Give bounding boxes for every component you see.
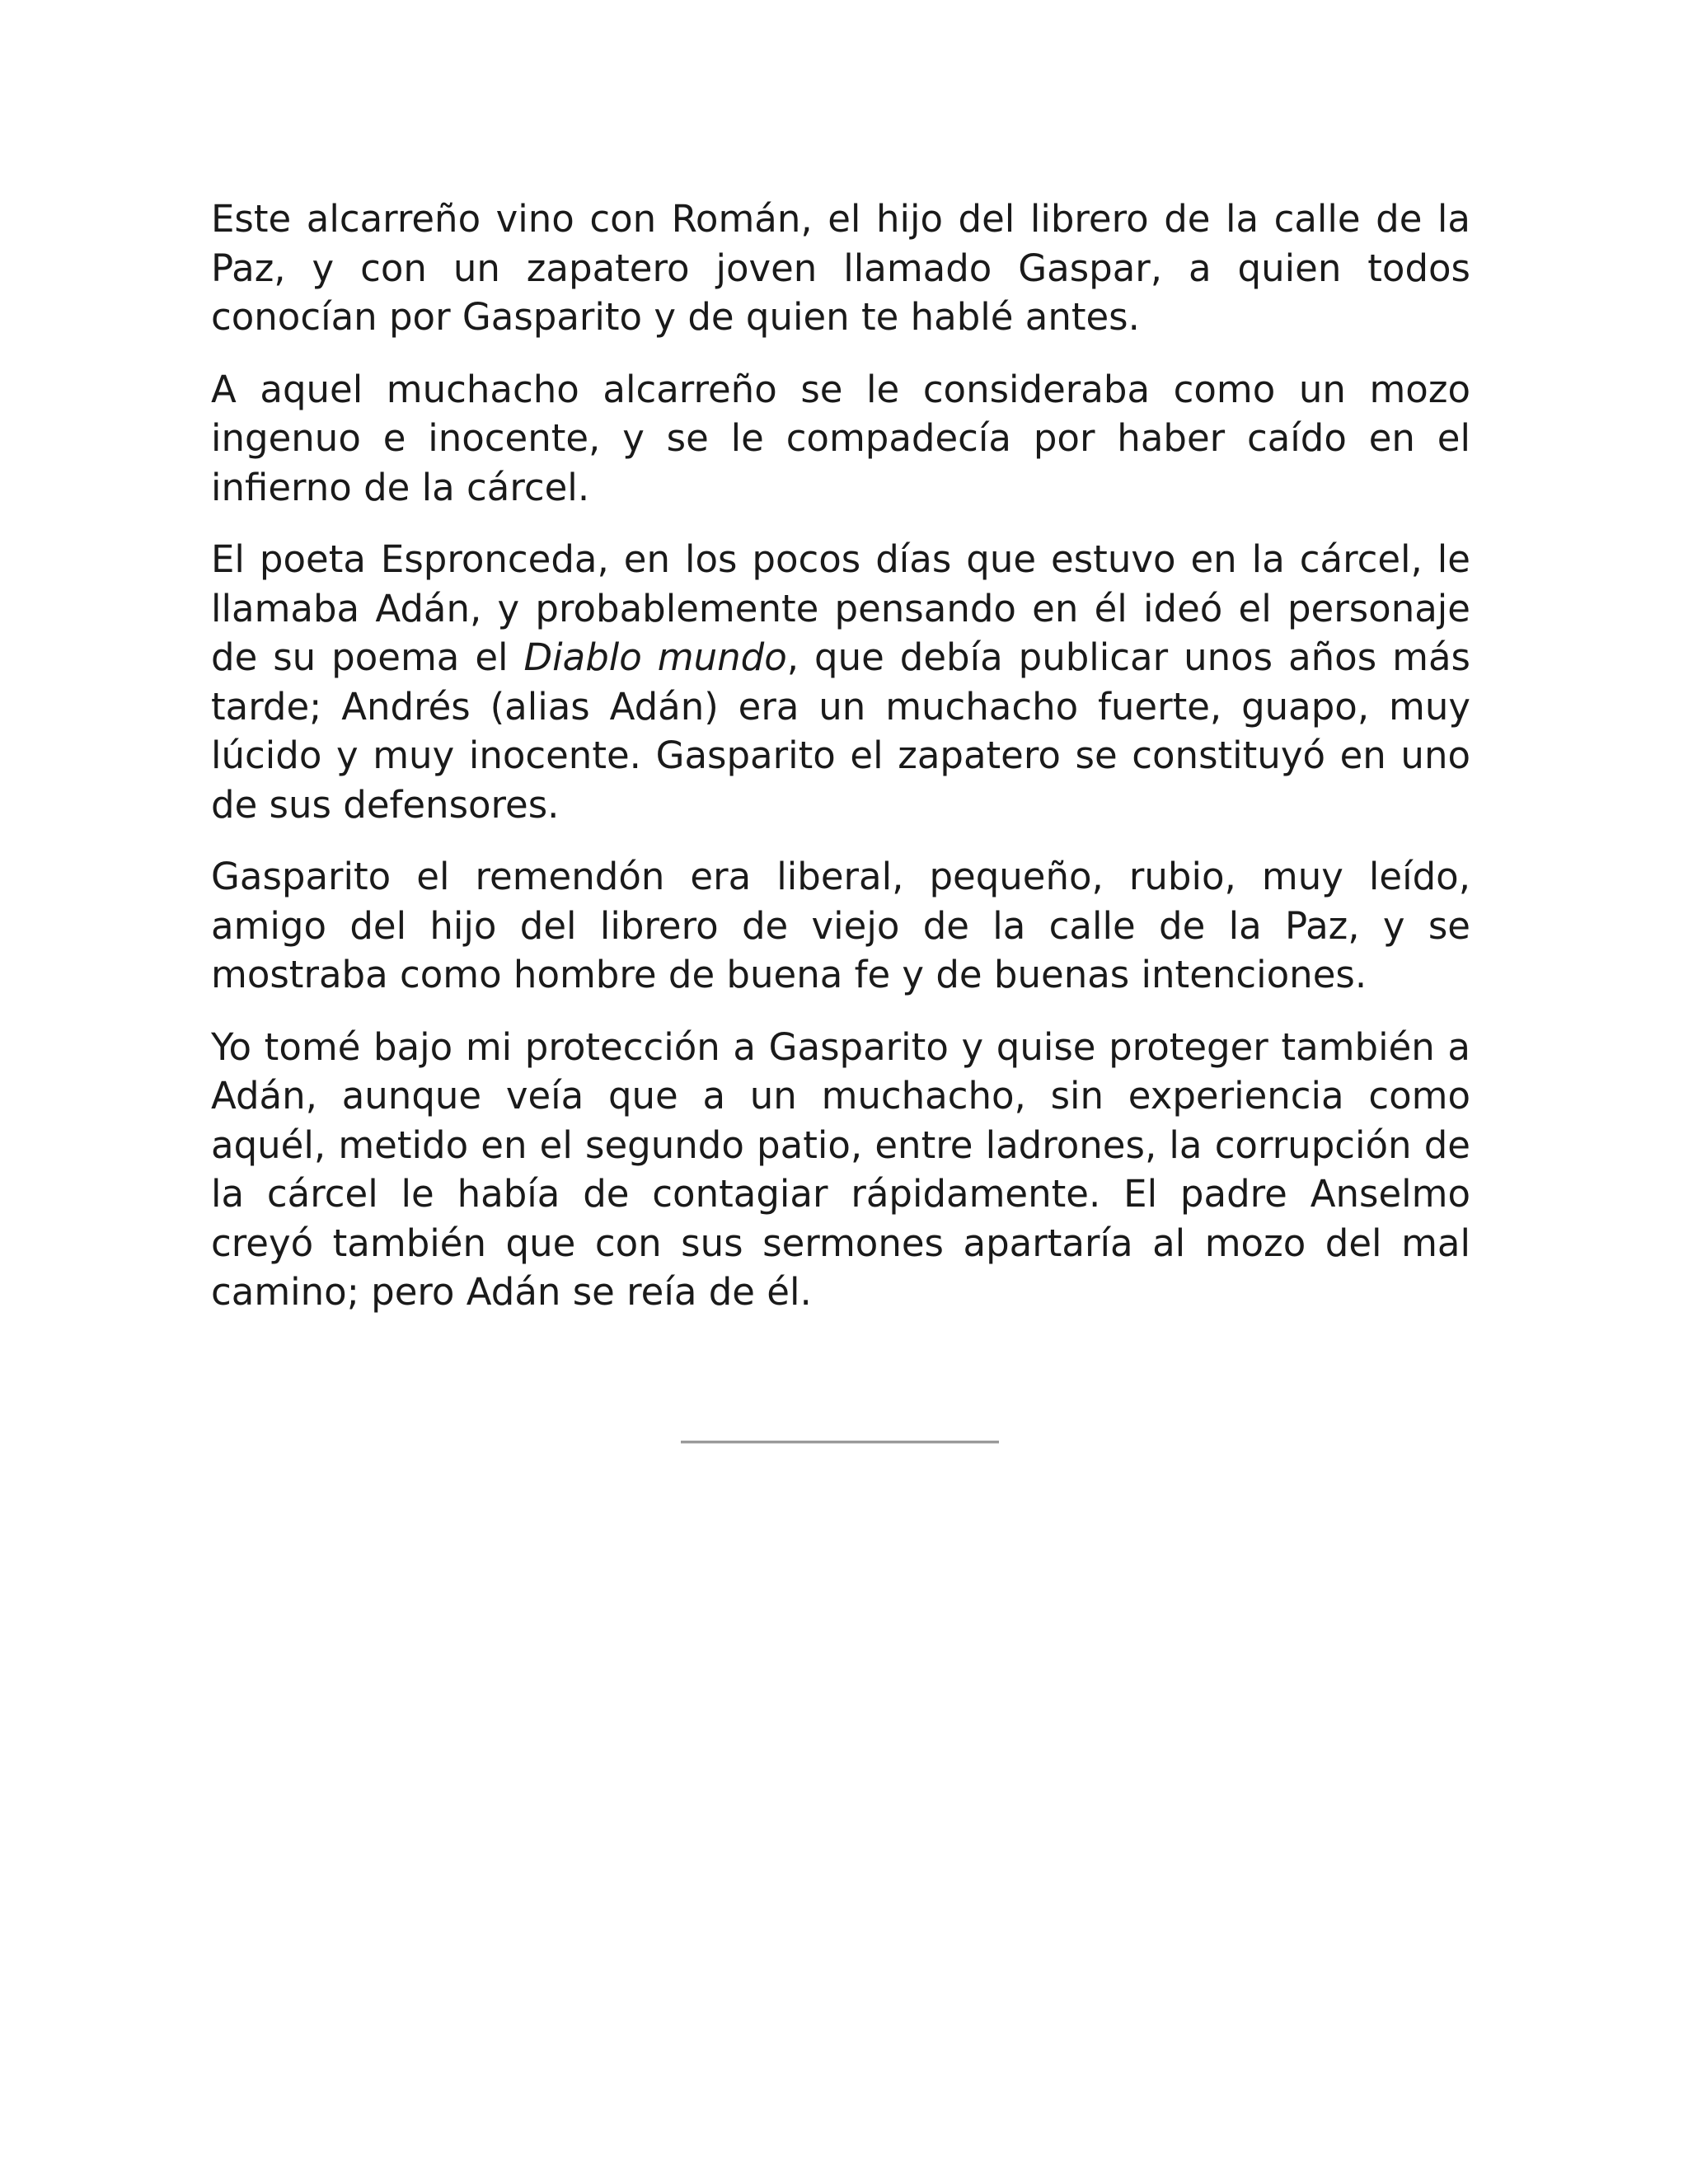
- paragraph-3-text-end: , que debía publicar unos años más tarde; Andrés (alias Adán) era un muchacho fuerte, guapo, muy lúcido y muy inocente. Gasparito el zapatero se constituyó en uno de sus defensores.: [211, 635, 1470, 827]
- paragraph-3-text-start: El poeta Espronceda, en los pocos días que estuvo en la cárcel, le llamaba Adán, y probablemente pensando en él ideó el personaje de su poema el: [211, 537, 1470, 679]
- section-separator: [681, 1441, 999, 1444]
- body-text: [211, 194, 1470, 1340]
- paragraph-3: [211, 535, 1470, 829]
- paragraph-5: Yo tomé bajo mi protección a Gasparito y quise proteger también a Adán, aunque veía que a un muchacho, sin experiencia como aquél, metido en el segundo patio, entre ladrones, la corrupción de la cárcel le había de contagiar rápidamente. El padre Anselmo creyó también que con sus sermones apartaría al mozo del mal camino; pero Adán se reía de él.: [211, 1024, 1470, 1314]
- paragraph-2: A aquel muchacho alcarreño se le consideraba como un mozo ingenuo e inocente, y se le compadecía por haber caído en el infierno de la cárcel.: [211, 367, 1470, 509]
- paragraph-1: Este alcarreño vino con Román, el hijo del librero de la calle de la Paz, y con un zapatero joven llamado Gaspar, a quien todos conocían por Gasparito y de quien te hablé antes.: [211, 197, 1470, 339]
- paragraph-4: Gasparito el remendón era liberal, pequeño, rubio, muy leído, amigo del hijo del librero de viejo de la calle de la Paz, y se mostraba como hombre de buena fe y de buenas intenciones.: [211, 855, 1470, 996]
- poem-title-italic: Diablo mundo: [523, 635, 787, 679]
